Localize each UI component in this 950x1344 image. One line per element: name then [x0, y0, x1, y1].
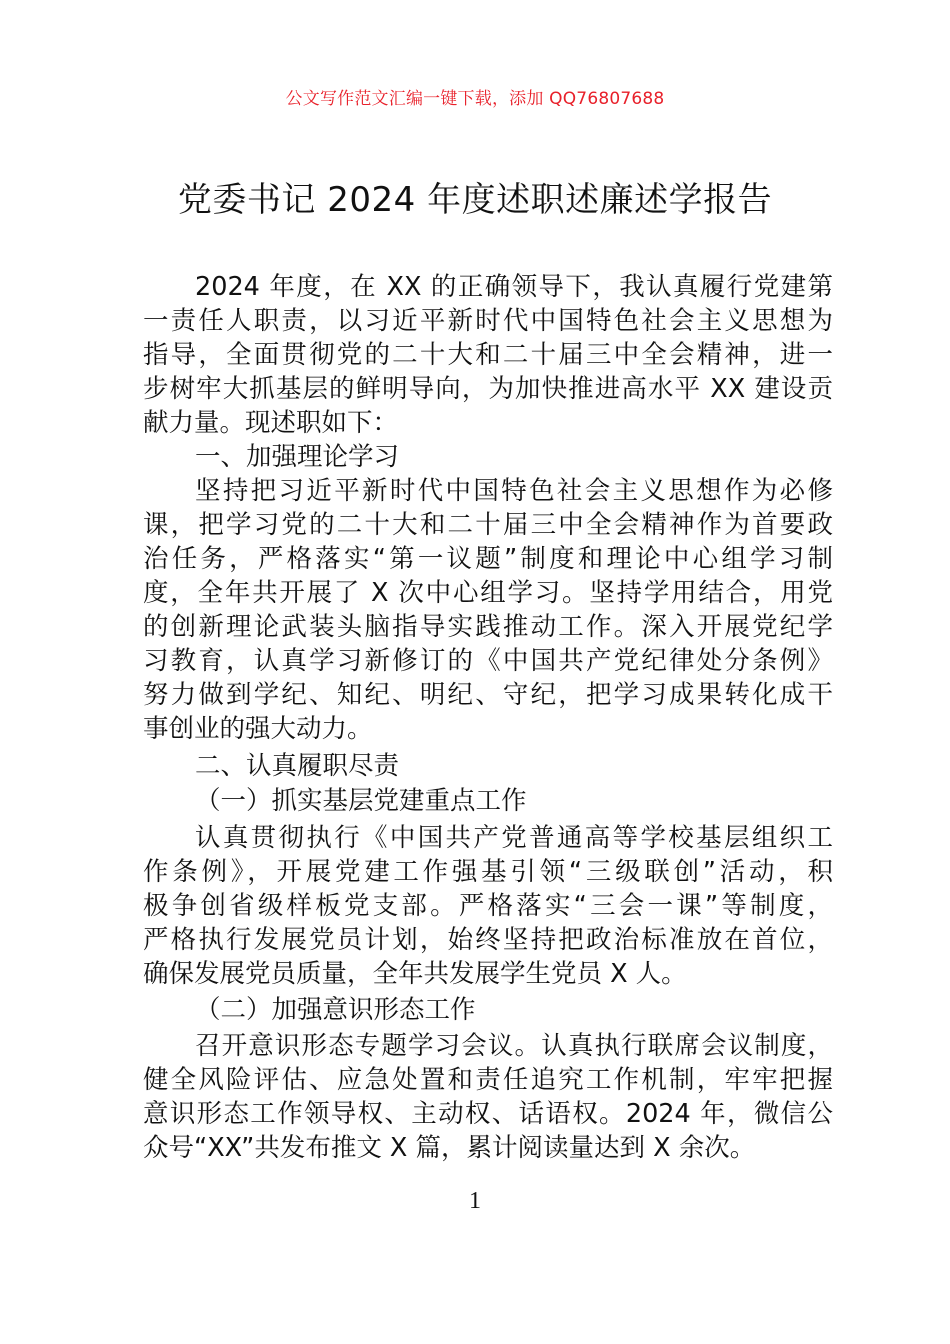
paragraph-intro-line: 指导，全面贯彻党的二十大和二十届三中全会精神，进一 — [143, 340, 833, 370]
paragraph-ideology-line: 意识形态工作领导权、主动权、话语权。2024 年，微信公 — [143, 1099, 833, 1129]
paragraph-party-building-line: 认真贯彻执行《中国共产党普通高等学校基层组织工 — [195, 823, 833, 853]
paragraph-party-building-line: 极争创省级样板党支部。严格落实“三会一课”等制度， — [143, 891, 833, 921]
paragraph-study-line: 事创业的强大动力。 — [143, 714, 373, 744]
subsection-heading-2-1: （一）抓实基层党建重点工作 — [195, 786, 527, 816]
header-promo-note: 公文写作范文汇编一键下载，添加 QQ76807688 — [285, 89, 665, 109]
paragraph-study-line: 治任务，严格落实“第一议题”制度和理论中心组学习制 — [143, 544, 833, 574]
paragraph-party-building-line: 确保发展党员质量，全年共发展学生党员 X 人。 — [143, 959, 687, 989]
page-number: 1 — [469, 1188, 481, 1214]
paragraph-study-line: 度，全年共开展了 X 次中心组学习。坚持学用结合，用党 — [143, 578, 833, 608]
paragraph-ideology-line: 健全风险评估、应急处置和责任追究工作机制，牢牢把握 — [143, 1065, 833, 1095]
paragraph-study-line: 坚持把习近平新时代中国特色社会主义思想作为必修 — [195, 476, 833, 506]
paragraph-party-building-line: 严格执行发展党员计划，始终坚持把政治标准放在首位， — [143, 925, 833, 955]
paragraph-study-line: 的创新理论武装头脑指导实践推动工作。深入开展党纪学 — [143, 612, 833, 642]
paragraph-intro-line: 步树牢大抓基层的鲜明导向，为加快推进高水平 XX 建设贡 — [143, 374, 833, 404]
section-heading-2: 二、认真履职尽责 — [195, 751, 400, 781]
paragraph-ideology-line: 召开意识形态专题学习会议。认真执行联席会议制度， — [195, 1031, 833, 1061]
document-title: 党委书记 2024 年度述职述廉述学报告 — [177, 180, 773, 220]
paragraph-study-line: 习教育，认真学习新修订的《中国共产党纪律处分条例》 — [143, 646, 833, 676]
paragraph-study-line: 努力做到学纪、知纪、明纪、守纪，把学习成果转化成干 — [143, 680, 833, 710]
paragraph-study-line: 课，把学习党的二十大和二十届三中全会精神作为首要政 — [143, 510, 833, 540]
paragraph-intro-line: 献力量。现述职如下： — [143, 408, 399, 438]
paragraph-party-building-line: 作条例》，开展党建工作强基引领“三级联创”活动，积 — [143, 857, 833, 887]
paragraph-intro-line: 一责任人职责，以习近平新时代中国特色社会主义思想为 — [143, 306, 833, 336]
paragraph-intro-line: 2024 年度，在 XX 的正确领导下，我认真履行党建第 — [195, 272, 833, 302]
paragraph-ideology-line: 众号“XX”共发布推文 X 篇，累计阅读量达到 X 余次。 — [143, 1133, 756, 1163]
subsection-heading-2-2: （二）加强意识形态工作 — [195, 995, 476, 1025]
section-heading-1: 一、加强理论学习 — [195, 442, 400, 472]
